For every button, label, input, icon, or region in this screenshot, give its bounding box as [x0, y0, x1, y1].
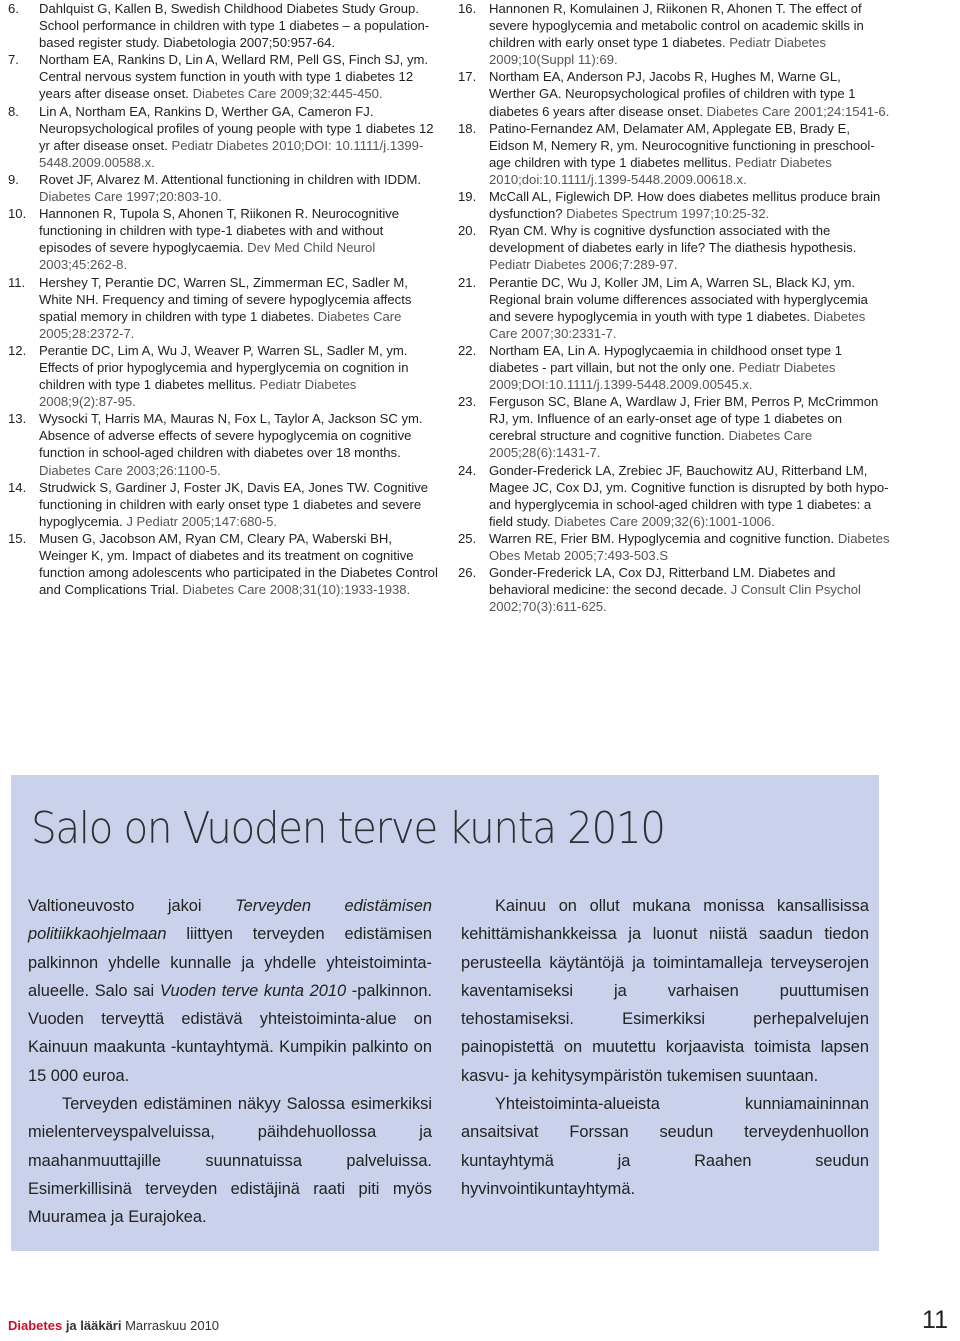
reference-number: 10.: [8, 206, 27, 222]
reference-citation: Musen G, Jacobson AM, Ryan CM, Cleary PA, Waberski BH, Weinger K, ym. Impact of diabetes and its treatment on cognitive function among adolescents who participated in the Diabetes Control and Complications Trial.: [39, 530, 438, 598]
reference-item: [8, 274, 438, 342]
reference-item: [458, 68, 890, 119]
issue-date: Marraskuu 2010: [121, 1318, 220, 1333]
reference-journal: Diabetes Care 2008;31(10):1933-1938.: [178, 582, 411, 598]
reference-item: [8, 51, 438, 102]
reference-number: 14.: [8, 479, 27, 495]
reference-citation: Hannonen R, Komulainen J, Riikonen R, Ahonen T. The effect of severe hypoglycemia and metabolic control on academic skills in children with early onset type 1 diabetes.: [489, 1, 864, 51]
reference-number: 7.: [8, 52, 19, 68]
reference-journal: Diabetes Care 2009;32:445-450.: [188, 86, 383, 102]
reference-item: [8, 205, 438, 273]
reference-journal: Pediatr Diabetes 2008;9(2):87-95.: [39, 377, 357, 410]
reference-text: [39, 410, 438, 478]
page-footer: [8, 1318, 219, 1333]
reference-journal: J Pediatr 2005;147:680-5.: [122, 513, 278, 529]
box-right-paragraph-2: Yhteistoiminta-alueista kunniamaininnan ansaitsivat Forssan seudun terveydenhuollon kuntayhtymä ja Raahen seudun hyvinvointikuntayhtymä.: [461, 1095, 869, 1198]
reference-item: [8, 0, 438, 51]
reference-citation: McCall AL, Figlewich DP. How does diabetes mellitus produce brain dysfunction?: [489, 189, 881, 222]
reference-item: [8, 479, 438, 530]
reference-item: [458, 342, 890, 393]
reference-journal: Diabetes Care 2005;28:2372-7.: [39, 308, 402, 341]
reference-text: [489, 68, 890, 119]
reference-journal: Dev Med Child Neurol 2003;45:262-8.: [39, 240, 376, 273]
reference-citation: Perantie DC, Lim A, Wu J, Weaver P, Warren SL, Sadler M, ym. Effects of prior hypoglycemia and hyperglycemia on cognition in children with type 1 diabetes mellitus.: [39, 342, 409, 393]
reference-text: [39, 274, 438, 342]
reference-journal: Pediatr Diabetes 2009;DOI:10.1111/j.1399-5448.2009.00545.x.: [489, 359, 836, 393]
box-right-paragraph-1: Kainuu on ollut mukana monissa kansallisissa kehittämishankkeissa ja luonut niistä saadun tiedon perusteella käytäntöjä ja toimintamalleja terveyserojen kaventamiseksi ja varhaisen puuttumisen tehostamiseksi. Esimerkiksi perhepalvelujen painopistettä on muutettu korjaavista toimista lapsen kasvu- ja kehitysympäristön tukemisen suuntaan.: [461, 897, 869, 1085]
reference-journal: Diabetes Care 2001;24:1541-6.: [703, 103, 890, 119]
reference-number: 17.: [458, 69, 477, 85]
references-right-column: [458, 0, 890, 615]
reference-number: 6.: [8, 1, 19, 16]
reference-number: 13.: [8, 411, 27, 427]
reference-journal: Diabetes Care 1997;20:803-10.: [39, 189, 222, 205]
reference-citation: Gonder-Frederick LA, Zrebiec JF, Bauchowitz AU, Ritterband LM, Magee JC, Cox DJ, ym. Cognitive function is disrupted by both hypo- and hyperglycemia in school-aged children with type 1 diabetes: a field study.: [489, 462, 889, 529]
reference-journal: Diabetes Care 2007;30:2331-7.: [489, 308, 866, 341]
reference-item: [458, 222, 890, 273]
reference-item: [8, 103, 438, 171]
reference-number: 12.: [8, 342, 27, 358]
reference-number: 18.: [458, 120, 477, 136]
reference-citation: Hershey T, Perantie DC, Warren SL, Zimmerman EC, Sadler M, White NH. Frequency and timing of severe hypoglycemia affects spatial memory in children with type 1 diabetes.: [39, 274, 412, 324]
reference-text: [489, 393, 890, 461]
reference-number: 22.: [458, 342, 477, 358]
reference-number: 8.: [8, 103, 19, 119]
reference-citation: Ryan CM. Why is cognitive dysfunction associated with the development of diabetes early in life? The diathesis hypothesis.: [489, 223, 857, 256]
reference-item: [458, 462, 890, 530]
reference-text: [39, 51, 438, 102]
box-left-paragraph-2: Terveyden edistäminen näkyy Salossa esimerkiksi mielenterveyspalveluissa, päihdehuollossa ja maahanmuuttajille suunnatuissa palveluissa. Esimerkillisinä terveyden edistäjinä raati piti myös Muuramea ja Eurajokea.: [28, 1095, 432, 1227]
reference-journal: Diabetes Obes Metab 2005;7:493-503.S: [489, 530, 890, 563]
reference-text: [489, 462, 890, 530]
reference-citation: Northam EA, Anderson PJ, Jacobs R, Hughes M, Warne GL, Werther GA. Neuropsychological profiles of children with type 1 diabetes 6 years after disease onset.: [489, 69, 856, 119]
reference-citation: Wysocki T, Harris MA, Mauras N, Fox L, Taylor A, Jackson SC ym. Absence of adverse effects of severe hypoglycemia on cognitive function in school-aged children with diabetes over 18 months.: [39, 411, 423, 461]
reference-text: [39, 342, 438, 410]
reference-text: [39, 205, 438, 273]
reference-text: [39, 479, 438, 530]
reference-text: [489, 188, 890, 222]
reference-item: [458, 188, 890, 222]
reference-citation: Rovet JF, Alvarez M. Attentional functioning in children with IDDM.: [39, 171, 422, 187]
reference-journal: Diabetes Care 2005;28(6):1431-7.: [489, 428, 813, 461]
page-number: 11: [922, 1306, 948, 1334]
reference-item: [458, 393, 890, 461]
reference-text: [489, 530, 890, 564]
news-box: [11, 775, 879, 1251]
reference-item: [8, 342, 438, 410]
reference-item: [458, 120, 890, 188]
box-right-column: [461, 892, 869, 1203]
reference-text: [489, 120, 890, 188]
reference-item: [458, 0, 890, 68]
reference-journal: Pediatr Diabetes 2009;10(Suppl 11):69.: [489, 35, 827, 68]
magazine-name: Diabetes: [8, 1318, 63, 1333]
reference-citation: Warren RE, Frier BM. Hypoglycemia and cognitive function.: [489, 530, 835, 546]
reference-item: [8, 530, 438, 598]
reference-citation: Patino-Fernandez AM, Delamater AM, Applegate EB, Brady E, Eidson M, Nemery R, ym. Neurocognitive functioning in preschool-age children with type 1 diabetes mellitus.: [489, 120, 875, 170]
reference-number: 20.: [458, 223, 477, 239]
reference-citation: Strudwick S, Gardiner J, Foster JK, Davis EA, Jones TW. Cognitive functioning in children with early onset type 1 diabetes and severe hypoglycemia.: [39, 479, 429, 529]
reference-item: [458, 530, 890, 564]
reference-number: 24.: [458, 462, 477, 478]
reference-citation: Northam EA, Lin A. Hypoglycaemia in childhood onset type 1 diabetes - part villain, but not the only one.: [489, 342, 843, 375]
reference-journal: Diabetes Care 2003;26:1100-5.: [39, 462, 221, 478]
reference-citation: Gonder-Frederick LA, Cox DJ, Ritterband LM. Diabetes and behavioral medicine: the second decade.: [489, 565, 836, 598]
reference-text: [39, 0, 438, 51]
reference-number: 23.: [458, 394, 477, 410]
reference-text: [489, 0, 890, 68]
reference-text: [489, 222, 890, 273]
reference-text: [489, 274, 890, 342]
reference-item: [8, 410, 438, 478]
reference-text: [489, 342, 890, 393]
reference-item: [458, 564, 890, 615]
reference-citation: Perantie DC, Wu J, Koller JM, Lim A, Warren SL, Black KJ, ym. Regional brain volume differences associated with hyperglycemia and severe hypoglycemia in youth with type 1 diabetes.: [489, 274, 868, 324]
reference-journal: Pediatr Diabetes 2010;DOI: 10.1111/j.1399-5448.2009.00588.x.: [39, 137, 424, 170]
reference-number: 19.: [458, 189, 477, 205]
reference-citation: Ferguson SC, Blane A, Wardlaw J, Frier BM, Perros P, McCrimmon RJ, ym. Influence of an early-onset age of type 1 diabetes on cerebral structure and cognitive function.: [489, 394, 879, 444]
reference-journal: Pediatr Diabetes 2006;7:289-97.: [489, 257, 678, 273]
reference-item: [458, 274, 890, 342]
box-left-column: [28, 892, 432, 1232]
reference-number: 21.: [458, 274, 477, 290]
reference-text: [39, 171, 438, 205]
reference-citation: Dahlquist G, Kallen B, Swedish Childhood Diabetes Study Group. School performance in children with type 1 diabetes – a population-based register study. Diabetologia 2007;50:957-64.: [39, 1, 430, 51]
reference-citation: Hannonen R, Tupola S, Ahonen T, Riikonen R. Neurocognitive functioning in children with type-1 diabetes with and without episodes of severe hypoglycaemia.: [39, 206, 400, 256]
reference-number: 11.: [8, 274, 26, 290]
reference-citation: Northam EA, Rankins D, Lin A, Wellard RM, Pell GS, Finch SJ, ym. Central nervous system function in youth with type 1 diabetes 12 years after disease onset.: [39, 52, 429, 102]
reference-journal: Pediatr Diabetes 2010;doi:10.1111/j.1399-5448.2009.00618.x.: [489, 154, 832, 187]
reference-item: [8, 171, 438, 205]
magazine-name-suffix: ja lääkäri: [62, 1318, 122, 1333]
reference-number: 16.: [458, 1, 477, 16]
reference-number: 9.: [8, 171, 19, 187]
box-left-paragraph-1: Valtioneuvosto jakoi Terveyden edistämisen politiikkaohjelmaan liittyen terveyden edistämisen palkinnon yhdelle kunnalle ja yhdelle yhteistoiminta-alueelle. Salo sai Vuoden terve kunta 2010 -palkinnon. Vuoden terveyttä edistävä yhteistoiminta-alue on Kainuun maakunta -kuntayhtymä. Kumpikin palkinto on 15 000 euroa.: [28, 897, 432, 1085]
reference-journal: J Consult Clin Psychol 2002;70(3):611-625.: [489, 582, 861, 615]
box-title: Salo on Vuoden terve kunta 2010: [31, 803, 665, 854]
reference-text: [39, 530, 438, 598]
reference-text: [489, 564, 890, 615]
reference-number: 15.: [8, 530, 27, 546]
reference-citation: Lin A, Northam EA, Rankins D, Werther GA, Cameron FJ. Neuropsychological profiles of young people with type 1 diabetes 12 yr after disease onset.: [39, 103, 434, 153]
reference-number: 26.: [458, 565, 477, 581]
reference-text: [39, 103, 438, 171]
references-left-column: [8, 0, 438, 598]
reference-number: 25.: [458, 530, 477, 546]
reference-journal: Diabetes Care 2009;32(6):1001-1006.: [550, 513, 775, 529]
reference-journal: Diabetes Spectrum 1997;10:25-32.: [562, 206, 770, 222]
